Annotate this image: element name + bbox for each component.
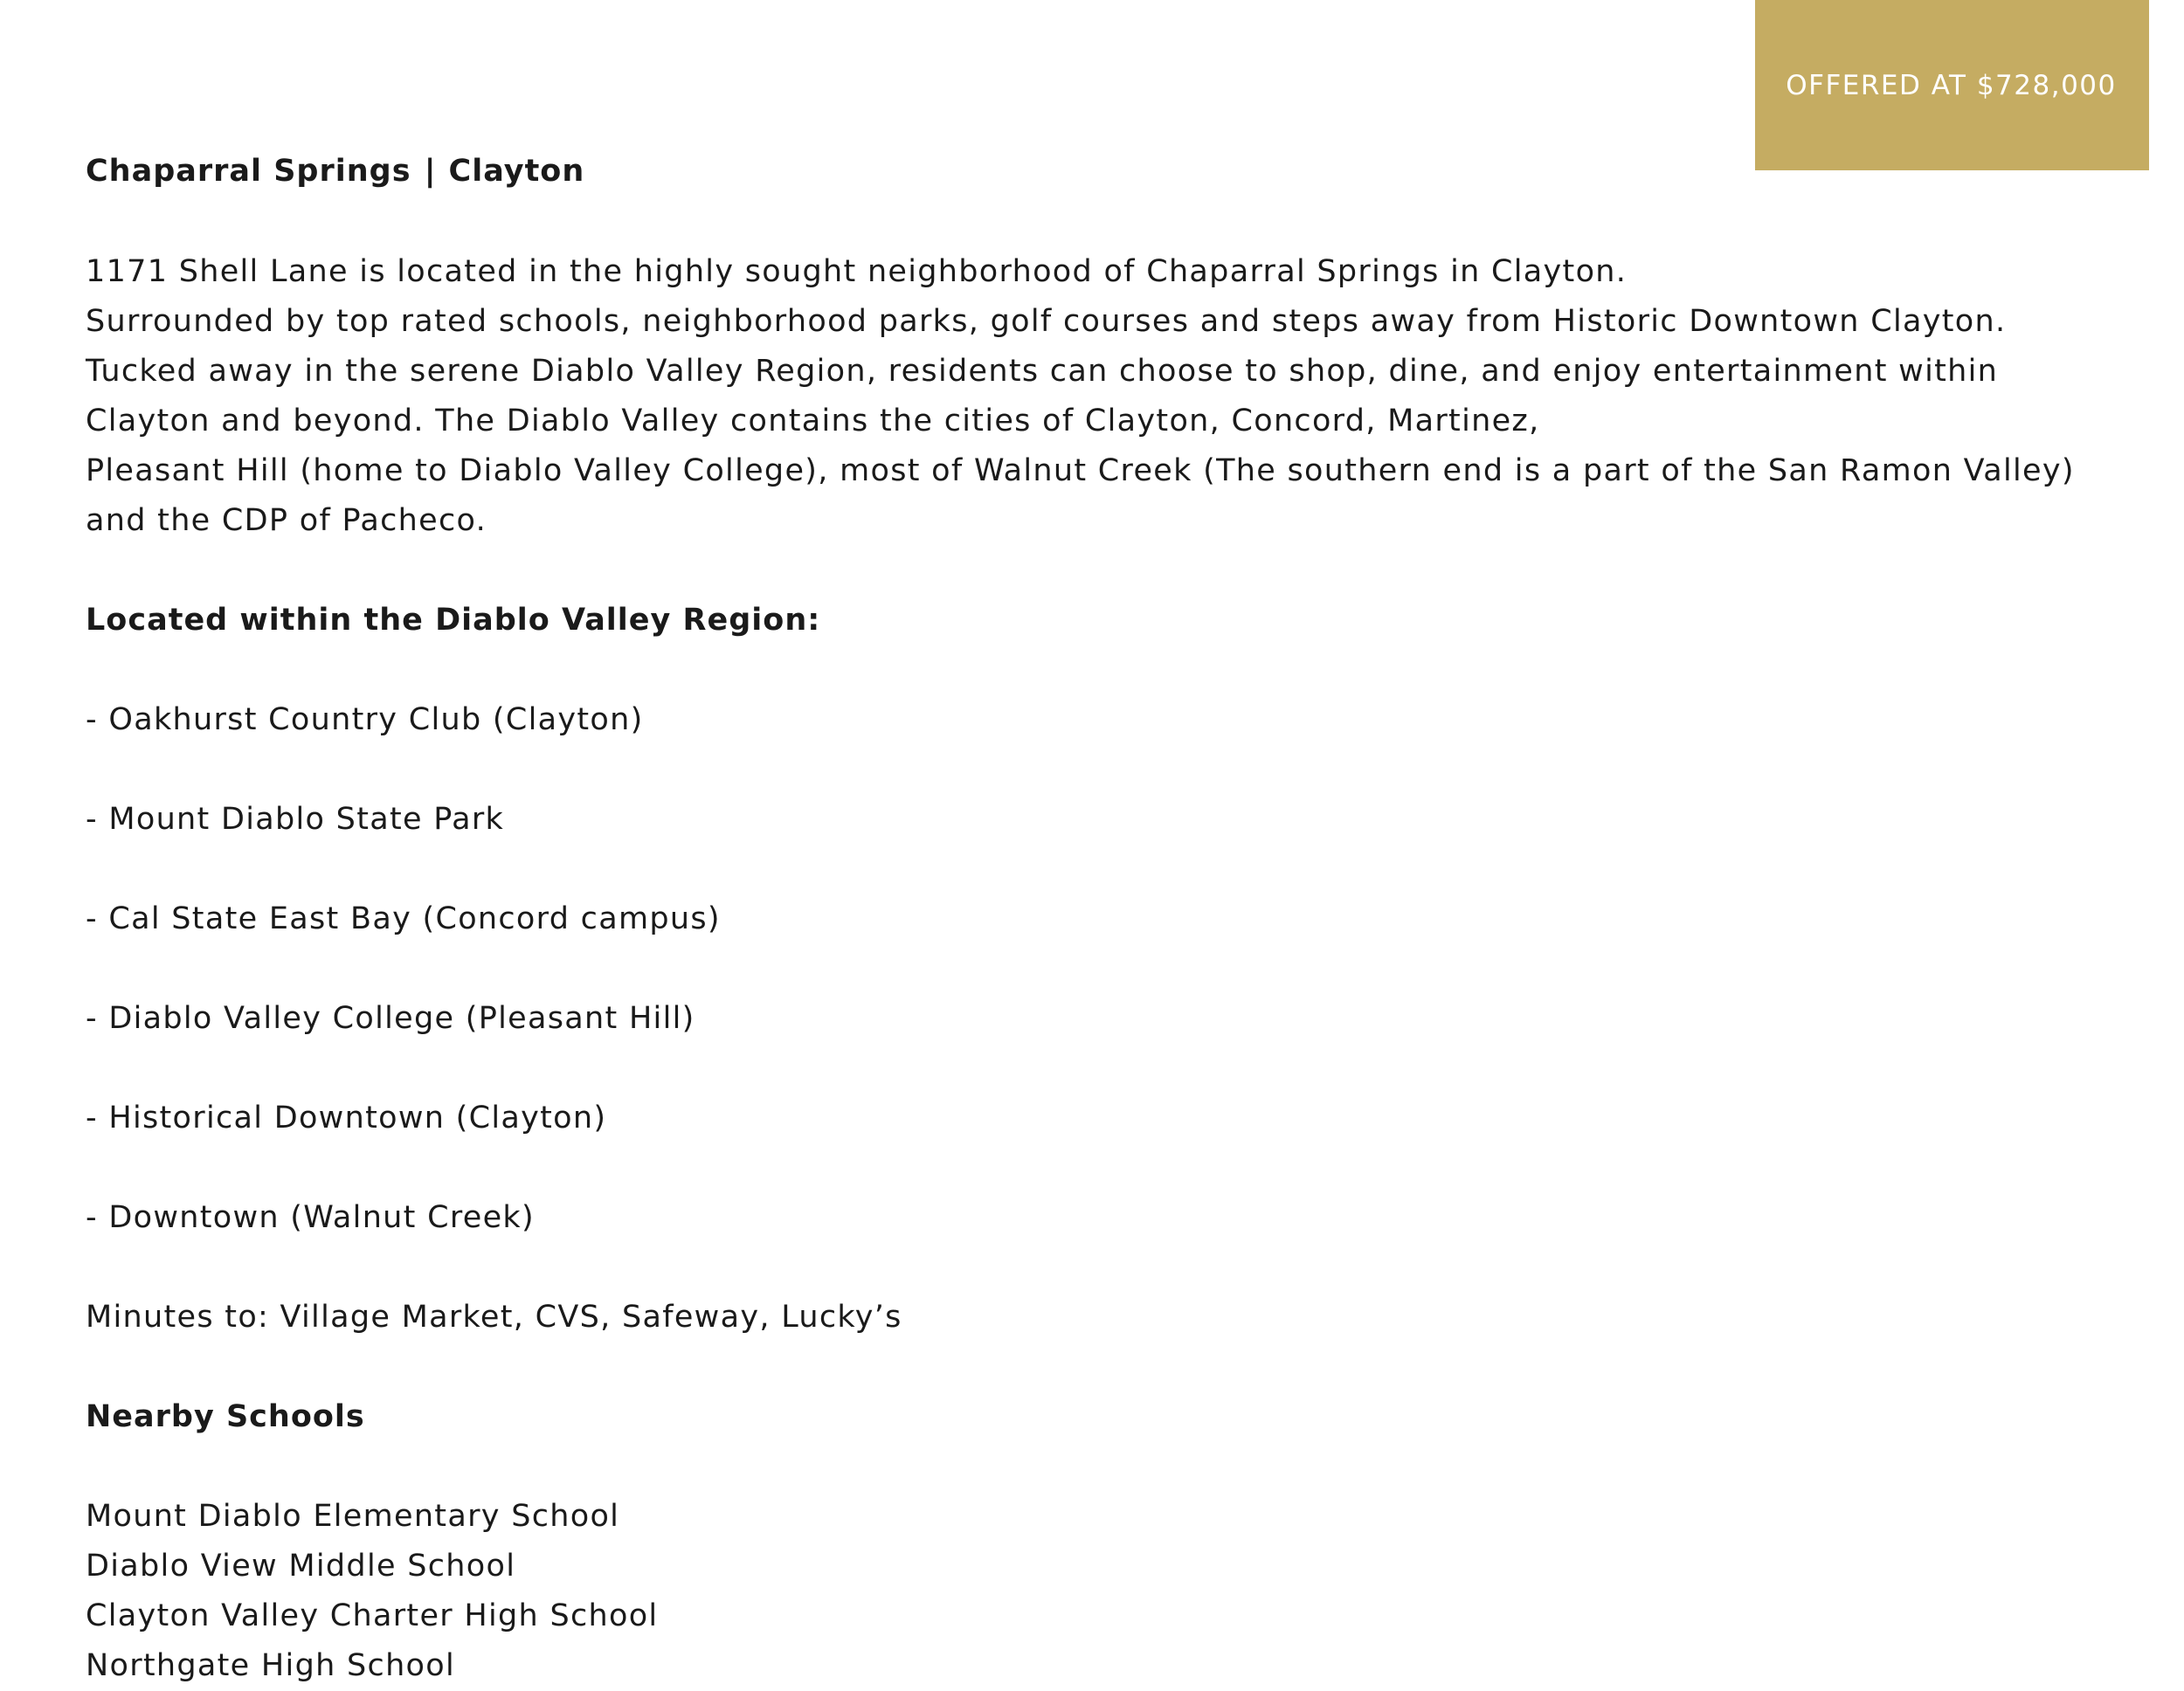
page-title — [86, 147, 584, 197]
description-line: Clayton and beyond. The Diablo Valley contains the cities of Clayton, Concord, Martinez, — [86, 404, 1540, 438]
description-line: 1171 Shell Lane is located in the highly sought neighborhood of Chaparral Springs in Clayton. — [86, 254, 1628, 289]
list-item: - Diablo Valley College (Pleasant Hill) — [86, 1001, 695, 1036]
list-item: - Cal State East Bay (Concord campus) — [86, 901, 721, 936]
school-item: Clayton Valley Charter High School — [86, 1598, 659, 1633]
minutes-to-text: Minutes to: Village Market, CVS, Safeway, Lucky’s — [86, 1300, 902, 1335]
school-item: Northgate High School — [86, 1648, 455, 1683]
schools-heading: Nearby Schools — [86, 1399, 365, 1434]
list-item: - Downtown (Walnut Creek) — [86, 1200, 535, 1235]
neighborhood-name: Chaparral Springs — [86, 154, 411, 189]
school-item: Diablo View Middle School — [86, 1549, 516, 1584]
city-name: Clayton — [448, 154, 585, 189]
price-label: OFFERED AT $728,000 — [1786, 69, 2117, 101]
school-item: Mount Diablo Elementary School — [86, 1499, 620, 1534]
region-heading: Located within the Diablo Valley Region: — [86, 603, 821, 638]
list-item: - Mount Diablo State Park — [86, 802, 505, 837]
description-line: Tucked away in the serene Diablo Valley Region, residents can choose to shop, dine, and enjoy entertainment within — [86, 354, 1999, 389]
description-line: Surrounded by top rated schools, neighborhood parks, golf courses and steps away from Historic Downtown Clayton. — [86, 304, 2007, 339]
list-item: - Oakhurst Country Club (Clayton) — [86, 702, 644, 737]
title-separator: | — [424, 154, 437, 189]
description-line: and the CDP of Pacheco. — [86, 503, 487, 538]
price-badge — [1755, 0, 2149, 170]
list-item: - Historical Downtown (Clayton) — [86, 1101, 607, 1135]
description-line: Pleasant Hill (home to Diablo Valley College), most of Walnut Creek (The southern end is a part of the San Ramon Valley) — [86, 453, 2075, 488]
